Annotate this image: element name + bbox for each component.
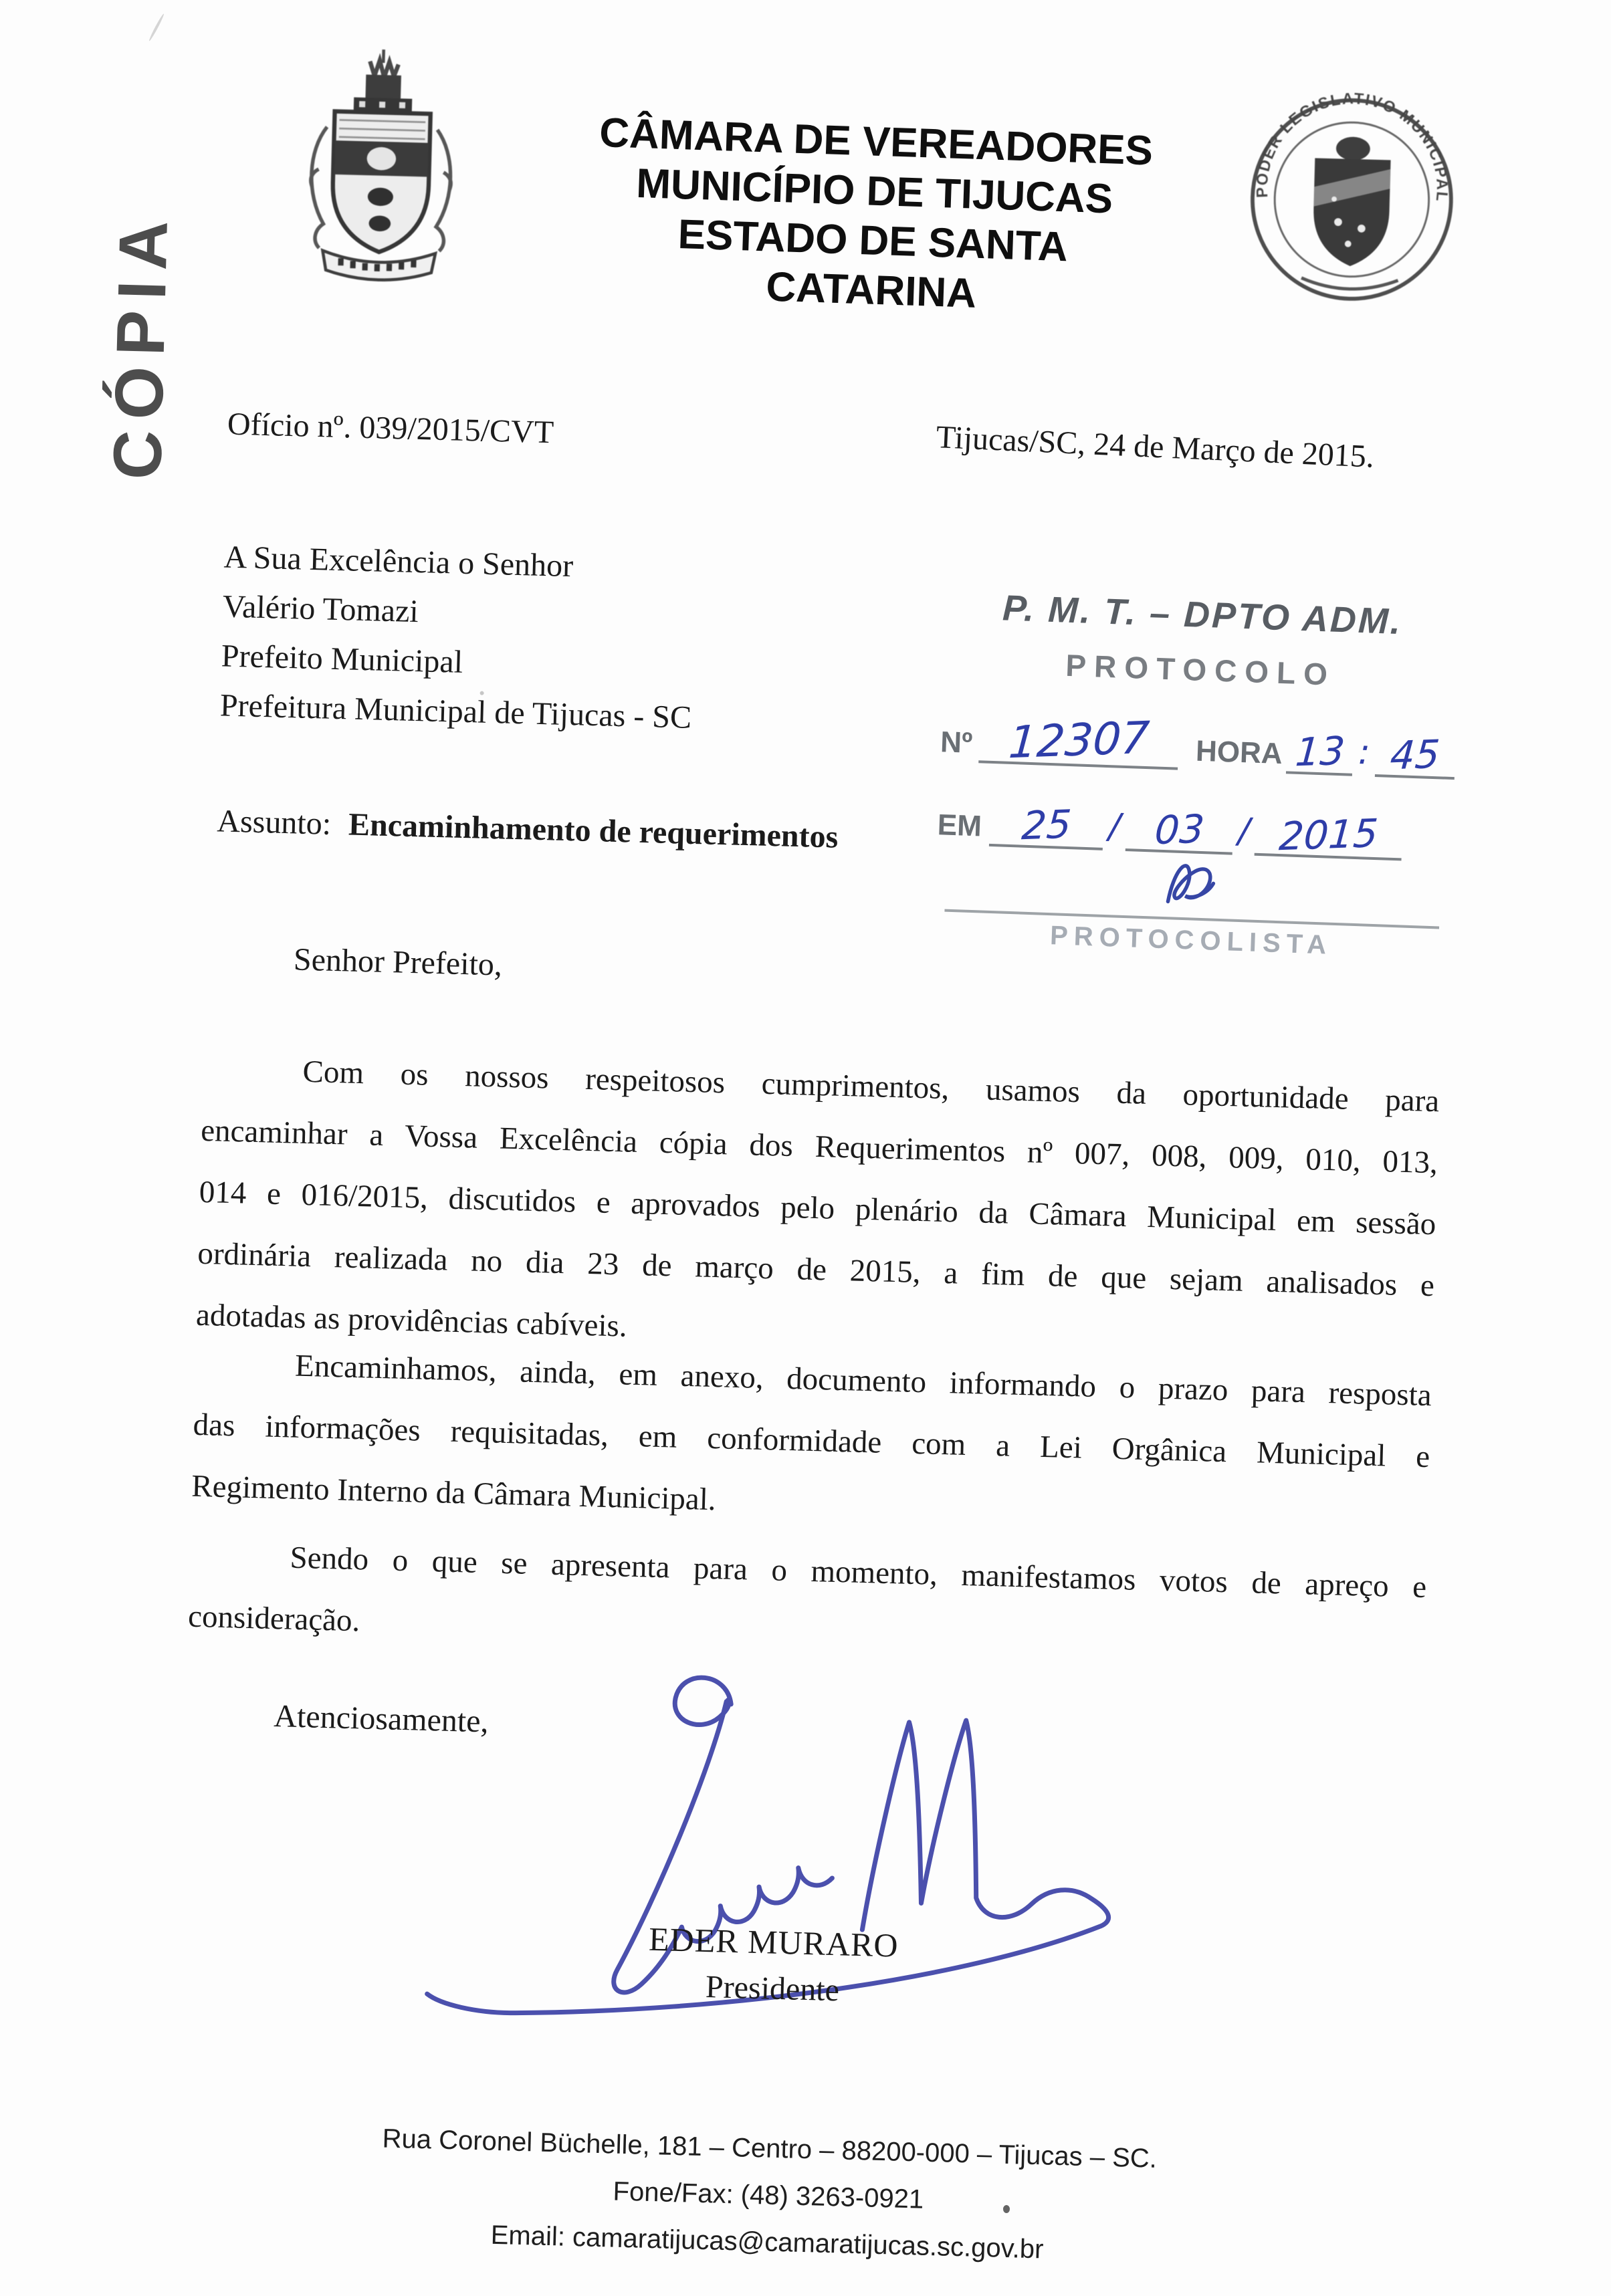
body-line: encaminhar a Vossa Excelência cópia dos Requerimentos nº 007, 008, 009, 010, 013,: [200, 1113, 1438, 1181]
stamp-department-line: P. M. T. – DPTO ADM.: [1002, 588, 1404, 643]
scan-tilt-wrapper: [0, 1, 1611, 2296]
copia-stamp: CÓPIA: [98, 209, 183, 481]
body-line: Regimento Interno da Câmara Municipal.: [191, 1468, 717, 1518]
stamp-date-slash-1: /: [1107, 806, 1121, 847]
stamp-year-handwritten: 2015: [1277, 810, 1380, 860]
stamp-hora-label: HORA: [1195, 734, 1283, 771]
protocol-stamp: [934, 585, 1461, 965]
body-paragraph-1: [195, 1038, 1440, 1378]
seal-circular-text: PODER LEGISLATIVO MUNICIPAL: [1253, 89, 1452, 204]
signer-title: Presidente: [705, 1969, 840, 2008]
stamp-no-value-handwritten: 12307: [1006, 711, 1152, 769]
letterhead-title-line: CÂMARA DE VEREADORES: [599, 110, 1154, 175]
footer-address-block: [231, 2111, 1305, 2280]
body-paragraph-2: [191, 1333, 1432, 1549]
stamp-date-row: [937, 791, 1453, 863]
body-line: 014 e 016/2015, discutidos e aprovados pelo plenário da Câmara Municipal em sessão: [199, 1174, 1436, 1242]
body-line: consideração.: [187, 1599, 360, 1639]
subject-value: Encaminhamento de requerimentos: [348, 806, 839, 855]
coat-of-arms-image: [286, 42, 475, 300]
recipient-line: Prefeitura Municipal de Tijucas - SC: [219, 687, 692, 735]
body-line: Com os nossos respeitosos cumprimentos, usamos da oportunidade para: [302, 1054, 1440, 1119]
subject-line: [217, 802, 839, 855]
recipient-block: [219, 532, 696, 742]
letterhead-title-line: ESTADO DE SANTA CATARINA: [677, 211, 1069, 317]
oficio-number: Ofício nº. 039/2015/CVT: [227, 406, 554, 451]
stamp-hora-hours-handwritten: 13: [1293, 727, 1346, 776]
stamp-date-slash-2: /: [1237, 810, 1251, 852]
body-line: das informações requisitadas, em conformidade com a Lei Orgânica Municipal e: [193, 1407, 1430, 1475]
body-line: Sendo o que se apresenta para o momento, manifestamos votos de apreço e: [289, 1540, 1427, 1605]
body-line: ordinária realizada no dia 23 de março de 2015, a fim de que sejam analisados e: [197, 1236, 1435, 1304]
scan-speck: [1003, 2205, 1010, 2213]
recipient-line: A Sua Excelência o Senhor: [223, 539, 574, 584]
signer-name: EDER MURARO: [648, 1920, 899, 1964]
body-line: Encaminhamos, ainda, em anexo, documento informando o prazo para resposta: [294, 1348, 1432, 1413]
stamp-hora-colon: :: [1358, 732, 1371, 773]
salutation: Senhor Prefeito,: [293, 941, 503, 983]
recipient-line: Prefeito Municipal: [221, 638, 463, 680]
body-line: adotadas as providências cabíveis.: [195, 1297, 628, 1344]
stamp-day-handwritten: 25: [1020, 801, 1073, 849]
stamp-role-label: PROTOCOLISTA: [1049, 921, 1333, 960]
stamp-month-handwritten: 03: [1153, 806, 1206, 854]
stamp-protocolo-line: PROTOCOLO: [1065, 647, 1336, 692]
footer-line: Fone/Fax: (48) 3263-0921: [613, 2176, 924, 2214]
dateline: Tijucas/SC, 24 de Março de 2015.: [935, 419, 1375, 475]
subject-label: Assunto:: [216, 803, 332, 842]
stamp-em-label: EM: [937, 808, 982, 843]
footer-line: Rua Coronel Büchelle, 181 – Centro – 88200-000 – Tijucas – SC.: [382, 2123, 1158, 2174]
recipient-line: Valério Tomazi: [222, 588, 419, 630]
footer-line: Email: camaratijucas@camaratijucas.sc.gov.br: [490, 2220, 1044, 2265]
closing-word: Atenciosamente,: [273, 1698, 490, 1740]
stamp-hora-minutes-handwritten: 45: [1389, 731, 1442, 779]
letterhead-title: [570, 108, 1178, 326]
letterhead-title-line: MUNICÍPIO DE TIJUCAS: [635, 160, 1114, 223]
stamp-no-label: Nº: [940, 725, 973, 760]
legislative-seal-image: [1238, 86, 1466, 314]
stamp-number-row: [940, 708, 1456, 780]
